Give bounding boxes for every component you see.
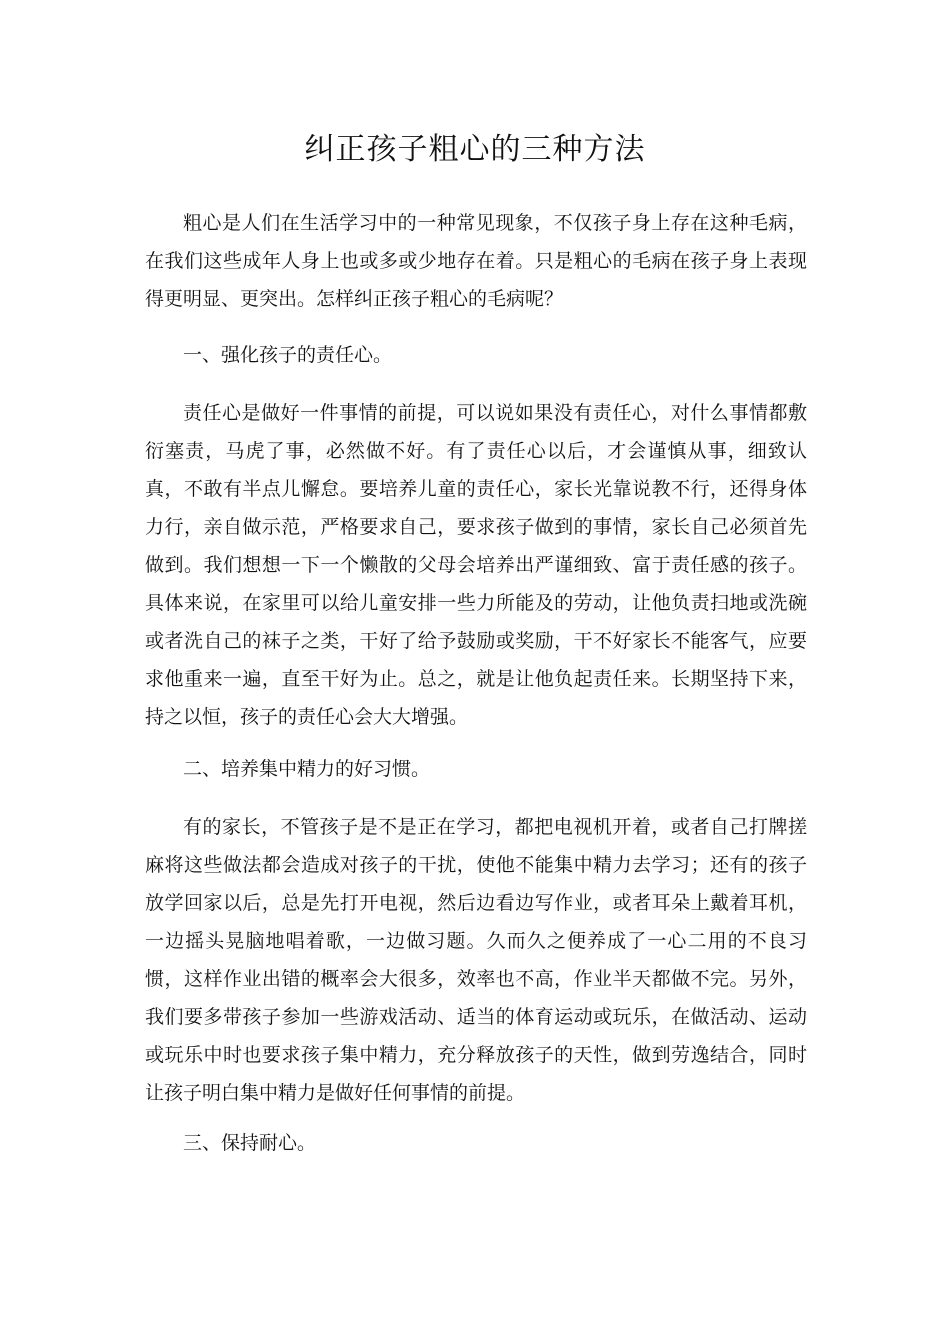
section-body-2: 有的家长，不管孩子是不是正在学习，都把电视机开着，或者自己打牌搓麻将这些做法都会造成对孩子的干扰，使他不能集中精力去学习；还有的孩子放学回家以后，总是先打开电视，然后边看边写作业，或者耳朵上戴着耳机，一边摇头晃脑地唱着歌，一边做习题。久而久之便养成了一心二用的不良习惯，这样作业出错的概率会大很多，效率也不高，作业半天都做不完。另外，我们要多带孩子参加一些游戏活动、适当的体育运动或玩乐，在做活动、运动或玩乐中时也要求孩子集中精力，充分释放孩子的天性，做到劳逸结合，同时让孩子明白集中精力是做好任何事情的前提。 [145, 816, 807, 1104]
section-heading-1: 一、强化孩子的责任心。 [183, 344, 393, 366]
section-heading-2: 二、培养集中精力的好习惯。 [183, 758, 431, 780]
section-body-1: 责任心是做好一件事情的前提，可以说如果没有责任心，对什么事情都敷衍塞责，马虎了事，必然做不好。有了责任心以后，才会谨慎从事，细致认真，不敢有半点儿懈怠。要培养儿童的责任心，家长光靠说教不行，还得身体力行，亲自做示范，严格要求自己，要求孩子做到的事情，家长自己必须首先做到。我们想想一下一个懒散的父母会培养出严谨细致、富于责任感的孩子。具体来说，在家里可以给儿童安排一些力所能及的劳动，让他负责扫地或洗碗或者洗自己的袜子之类，干好了给予鼓励或奖励，干不好家长不能客气，应要求他重来一遍，直至干好为止。总之，就是让他负起责任来。长期坚持下来，持之以恒，孩子的责任心会大大增强。 [145, 402, 807, 728]
intro-paragraph: 粗心是人们在生活学习中的一种常见现象，不仅孩子身上存在这种毛病，在我们这些成年人身上也或多或少地存在着。只是粗心的毛病在孩子身上表现得更明显、更突出。怎样纠正孩子粗心的毛病呢？ [145, 212, 807, 310]
document-title: 纠正孩子粗心的三种方法 [304, 132, 646, 167]
section-heading-3: 三、保持耐心。 [183, 1132, 317, 1154]
